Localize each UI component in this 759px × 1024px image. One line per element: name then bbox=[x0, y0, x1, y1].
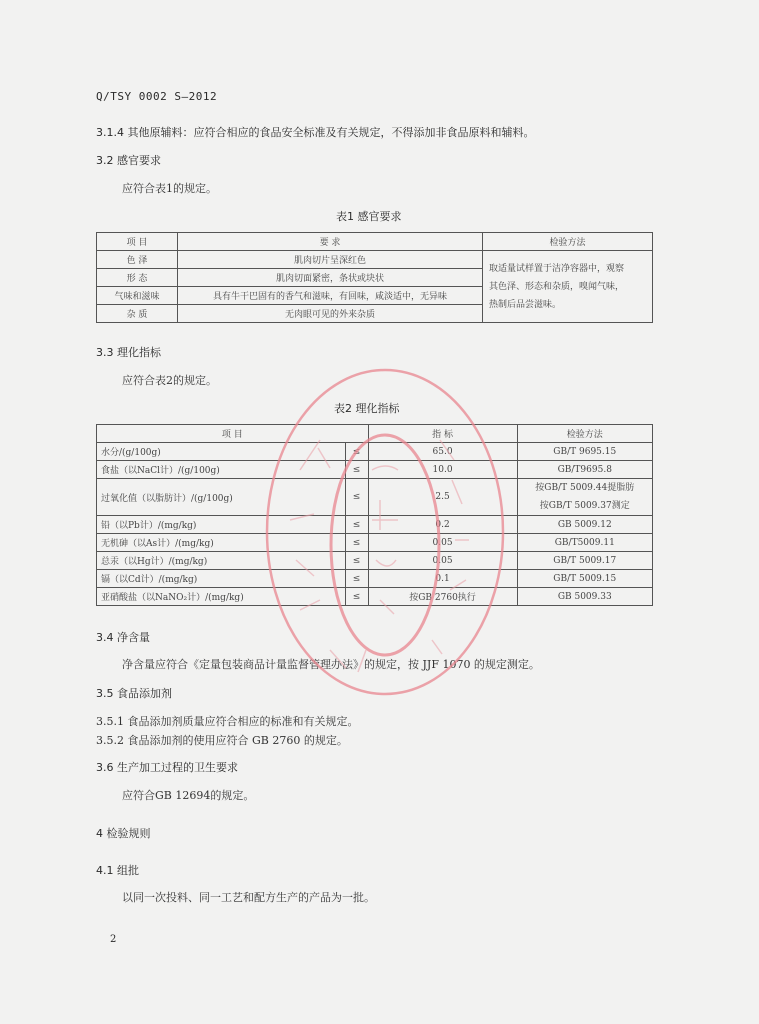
section-3-5-1: 3.5.1 食品添加剂质量应符合相应的标准和有关规定。 bbox=[96, 715, 359, 728]
table-cell: 10.0 bbox=[368, 461, 517, 479]
section-3-5-heading: 3.5 食品添加剂 bbox=[96, 687, 172, 700]
table-cell: ≤ bbox=[345, 588, 368, 606]
table-header-cell: 项 目 bbox=[97, 425, 369, 443]
method-line: 其色泽、形态和杂质，嗅闻气味， bbox=[489, 281, 625, 292]
table-header-cell: 要 求 bbox=[178, 233, 483, 251]
table-cell: 2.5 bbox=[368, 479, 517, 516]
table-cell: GB/T 9695.15 bbox=[517, 443, 652, 461]
table-cell: 按GB 2760执行 bbox=[368, 588, 517, 606]
table-cell: GB/T9695.8 bbox=[517, 461, 652, 479]
table-cell: 肌肉切面紧密，条状或块状 bbox=[178, 269, 483, 287]
section-3-2-heading: 3.2 感官要求 bbox=[96, 154, 161, 167]
section-3-2-text: 应符合表1的规定。 bbox=[122, 182, 217, 195]
table-cell: 食盐（以NaCl计）/(g/100g) bbox=[97, 461, 346, 479]
table-cell: GB 5009.33 bbox=[517, 588, 652, 606]
seal-outer-ring bbox=[267, 370, 503, 694]
section-3-1-4: 3.1.4 其他原辅料：应符合相应的食品安全标准及有关规定，不得添加非食品原料和辅料。 bbox=[96, 126, 535, 139]
table-header-cell: 项 目 bbox=[97, 233, 178, 251]
section-4-1-heading: 4.1 组批 bbox=[96, 864, 139, 877]
seal-rings bbox=[267, 370, 503, 694]
section-4-1-text: 以同一次投料、同一工艺和配方生产的产品为一批。 bbox=[122, 891, 375, 904]
section-3-4-heading: 3.4 净含量 bbox=[96, 631, 150, 644]
table-cell: ≤ bbox=[345, 516, 368, 534]
table-cell: ≤ bbox=[345, 443, 368, 461]
page-number: 2 bbox=[110, 934, 117, 945]
table-cell: 镉（以Cd计）/(mg/kg) bbox=[97, 570, 346, 588]
table-cell: 无机砷（以As计）/(mg/kg) bbox=[97, 534, 346, 552]
table-cell: 水分/(g/100g) bbox=[97, 443, 346, 461]
method-line: 按GB/T 5009.44提脂肪 bbox=[535, 483, 635, 493]
method-line: 按GB/T 5009.37测定 bbox=[539, 501, 630, 511]
seal-inner-ring bbox=[331, 435, 439, 655]
table-cell: 形 态 bbox=[97, 269, 178, 287]
section-3-4-text: 净含量应符合《定量包装商品计量监督管理办法》的规定，按 JJF 1070 的规定测定。 bbox=[122, 658, 540, 671]
table-cell: 0.1 bbox=[368, 570, 517, 588]
table-header-cell: 指 标 bbox=[368, 425, 517, 443]
table-cell: 色 泽 bbox=[97, 251, 178, 269]
table-cell: GB/T 5009.15 bbox=[517, 570, 652, 588]
table-cell: ≤ bbox=[345, 461, 368, 479]
table-cell: 过氧化值（以脂肪计）/(g/100g) bbox=[97, 479, 346, 516]
table-cell: ≤ bbox=[345, 534, 368, 552]
section-3-6-text: 应符合GB 12694的规定。 bbox=[122, 789, 255, 802]
table-cell: 具有牛干巴固有的香气和滋味，有回味，咸淡适中，无异味 bbox=[178, 287, 483, 305]
table-cell: GB/T5009.11 bbox=[517, 534, 652, 552]
method-line: 取适量试样置于洁净容器中，观察 bbox=[489, 263, 625, 274]
table-cell: 亚硝酸盐（以NaNO₂计）/(mg/kg) bbox=[97, 588, 346, 606]
section-4-heading: 4 检验规则 bbox=[96, 827, 151, 840]
table-cell: 肌肉切片呈深红色 bbox=[178, 251, 483, 269]
section-3-3-text: 应符合表2的规定。 bbox=[122, 374, 217, 387]
method-line: 热制后品尝滋味。 bbox=[489, 299, 562, 310]
table-header-cell: 检验方法 bbox=[483, 233, 653, 251]
table-cell: ≤ bbox=[345, 552, 368, 570]
table-cell: 铅（以Pb计）/(mg/kg) bbox=[97, 516, 346, 534]
table-cell: 气味和滋味 bbox=[97, 287, 178, 305]
seal-lettering-strokes bbox=[290, 440, 469, 672]
section-3-6-heading: 3.6 生产加工过程的卫生要求 bbox=[96, 761, 238, 774]
table-header-cell: 检验方法 bbox=[517, 425, 652, 443]
section-3-5-2: 3.5.2 食品添加剂的使用应符合 GB 2760 的规定。 bbox=[96, 734, 348, 747]
section-3-3-heading: 3.3 理化指标 bbox=[96, 346, 161, 359]
table-cell: GB 5009.12 bbox=[517, 516, 652, 534]
document-code: Q/TSY 0002 S—2012 bbox=[96, 90, 218, 103]
table2-caption: 表2 理化指标 bbox=[334, 402, 400, 415]
table-cell: 杂 质 bbox=[97, 305, 178, 323]
table-cell: 0.2 bbox=[368, 516, 517, 534]
table-cell: ≤ bbox=[345, 570, 368, 588]
table-cell: GB/T 5009.17 bbox=[517, 552, 652, 570]
table1-caption: 表1 感官要求 bbox=[336, 210, 402, 223]
table-cell: 0.05 bbox=[368, 534, 517, 552]
table-cell: ≤ bbox=[345, 479, 368, 516]
table-cell: 总汞（以Hg计）/(mg/kg) bbox=[97, 552, 346, 570]
table-cell: 65.0 bbox=[368, 443, 517, 461]
table-cell: 无肉眼可见的外来杂质 bbox=[178, 305, 483, 323]
table-cell: 0.05 bbox=[368, 552, 517, 570]
